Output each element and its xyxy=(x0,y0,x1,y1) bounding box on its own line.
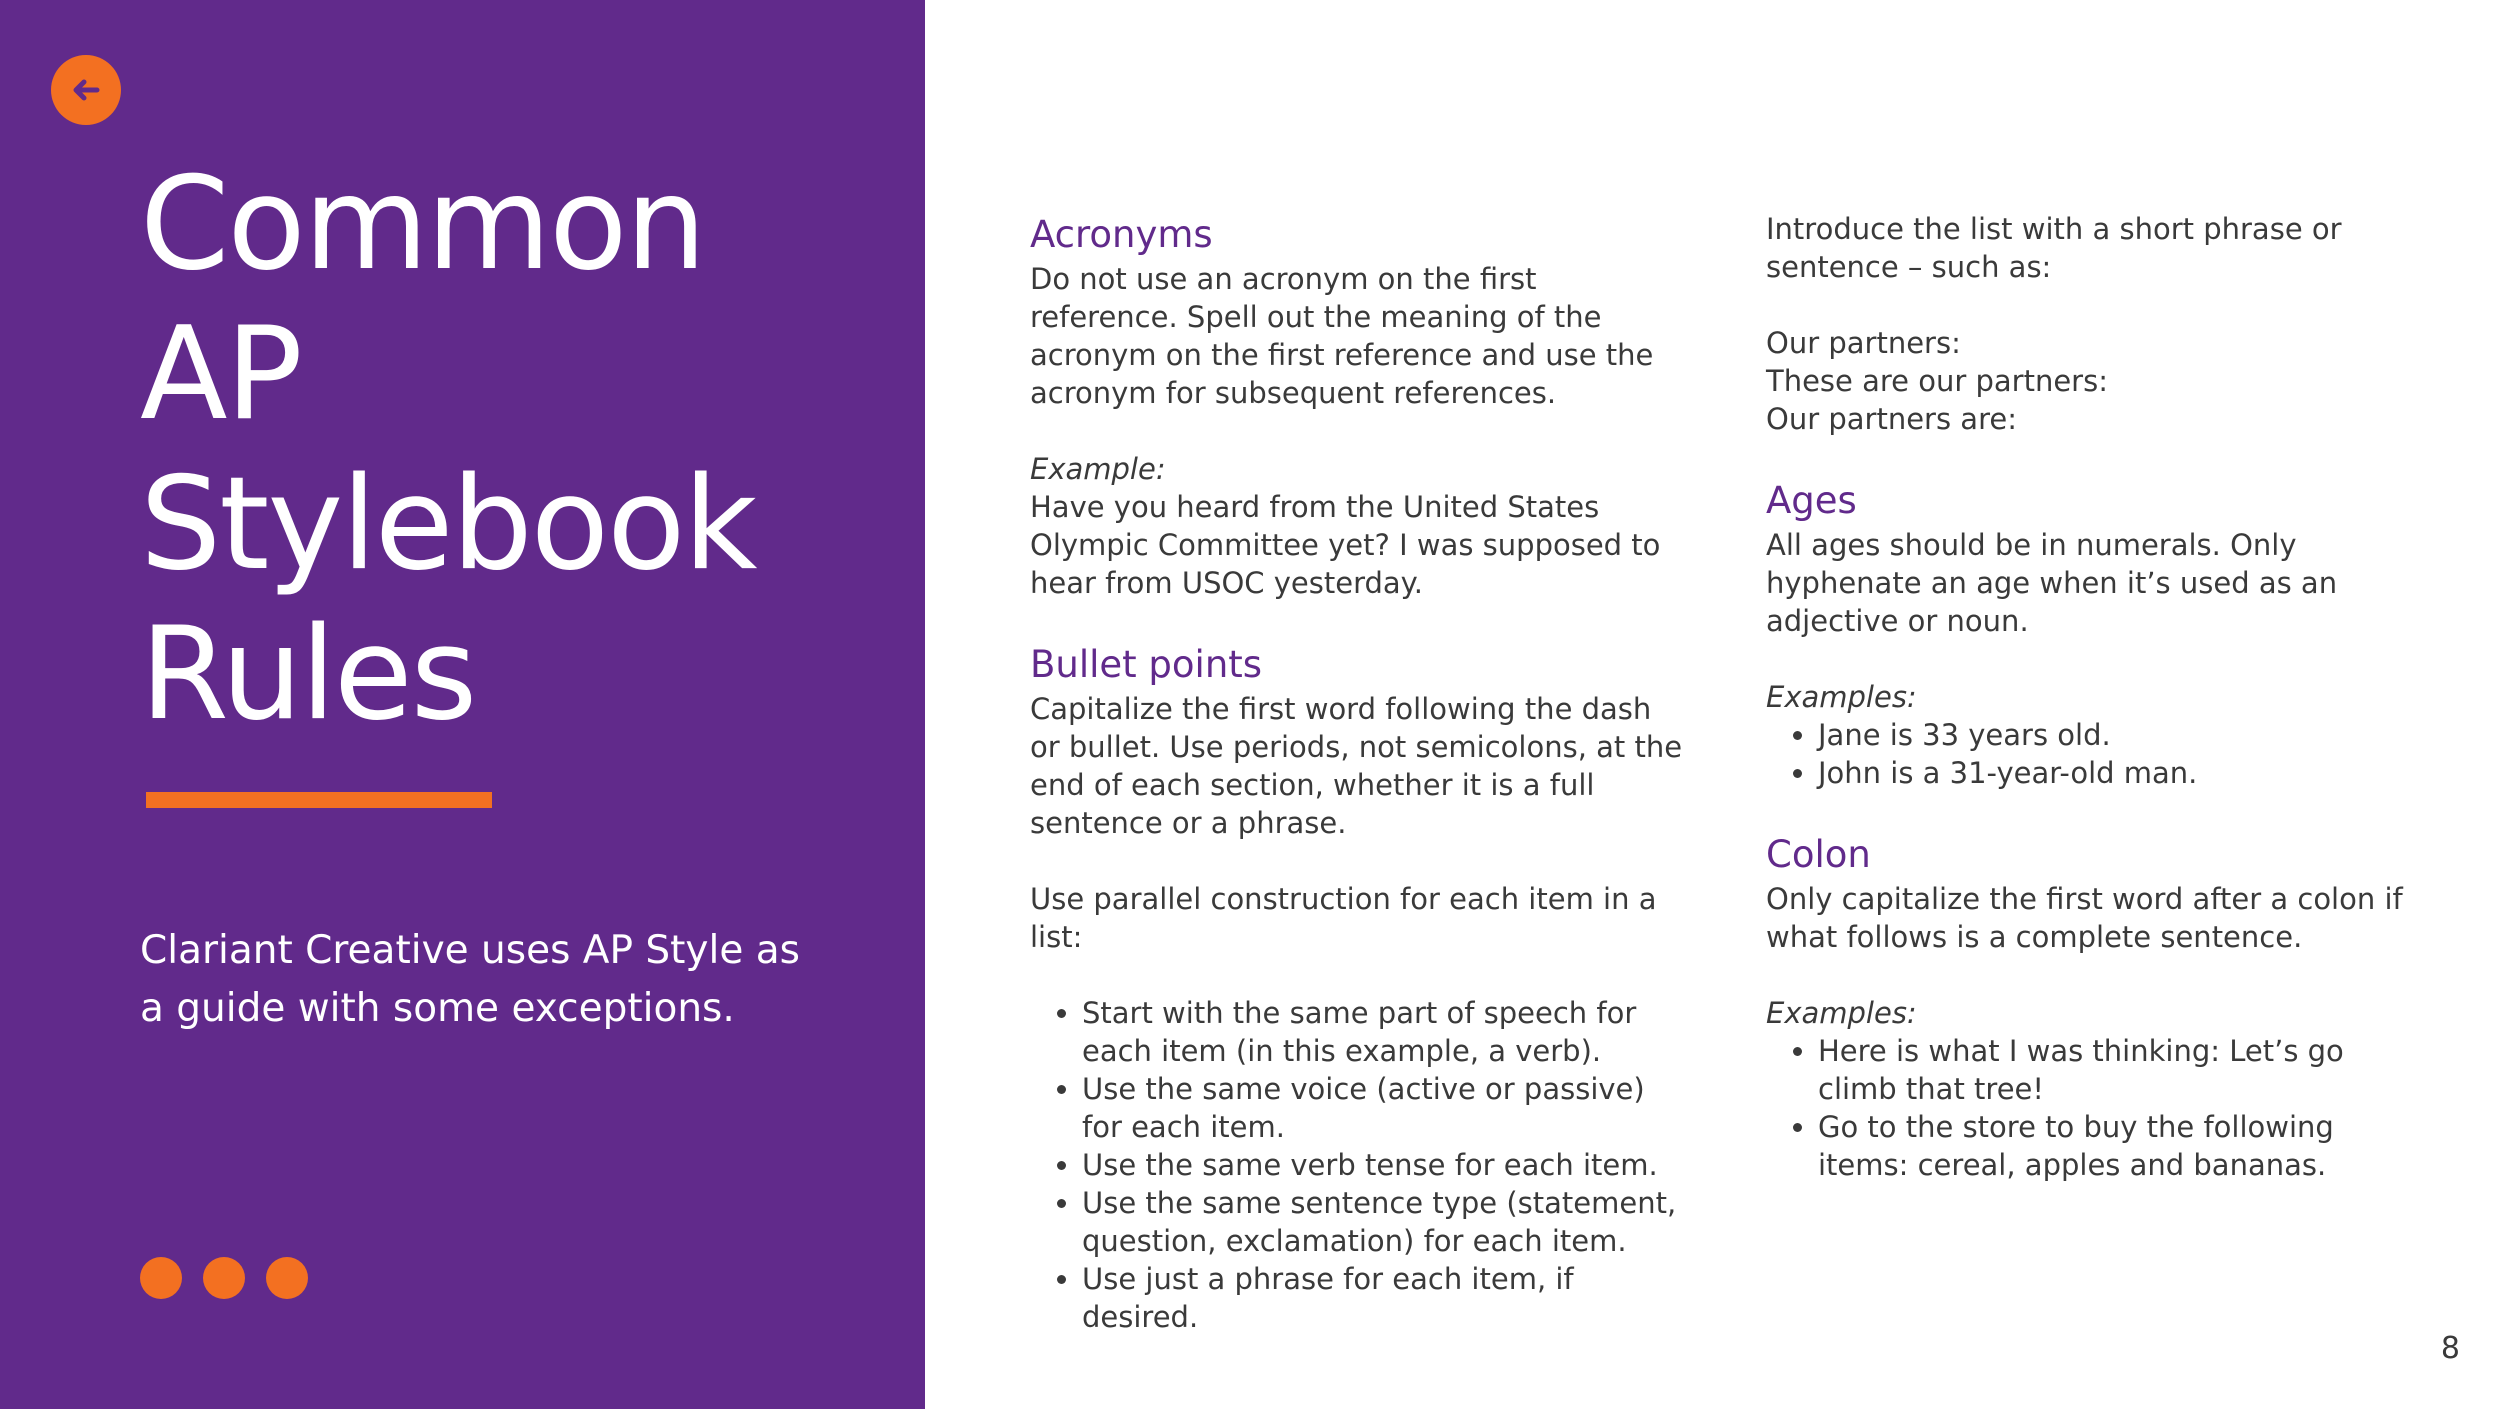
dot-icon xyxy=(203,1257,245,1299)
decorative-dots xyxy=(140,1257,308,1299)
arrow-left-icon xyxy=(66,70,106,110)
colon-heading: Colon xyxy=(1766,833,1871,876)
dot-icon xyxy=(140,1257,182,1299)
list-item: • Use just a phrase for each item, if desired. xyxy=(1082,1260,1690,1336)
partners-example: Our partners are: xyxy=(1766,402,2017,436)
ages-heading: Ages xyxy=(1766,479,1857,522)
content-column-right xyxy=(1766,210,2426,1184)
list-item: • Use the same sentence type (statement, question, exclamation) for each item. xyxy=(1082,1184,1690,1260)
spacer xyxy=(1030,602,1690,640)
spacer xyxy=(1766,640,2426,678)
ages-examples-label: Examples: xyxy=(1766,680,1917,714)
partners-example: Our partners: xyxy=(1766,326,1961,360)
list-item: • Jane is 33 years old. xyxy=(1818,716,2426,754)
spacer xyxy=(1030,842,1690,880)
left-panel xyxy=(0,0,925,1409)
title-line: Rules xyxy=(140,600,476,749)
page-number: 8 xyxy=(2440,1331,2460,1366)
colon-examples-label: Examples: xyxy=(1766,996,1917,1030)
title-line: Common xyxy=(140,150,705,299)
list-intro-text: Introduce the list with a short phrase or sentence – such as: xyxy=(1766,212,2342,284)
list-item: • Start with the same part of speech for each item (in this example, a verb). xyxy=(1082,994,1690,1070)
list-item: • Go to the store to buy the following items: cereal, apples and bananas. xyxy=(1818,1108,2426,1184)
parallel-construction-intro: Use parallel construction for each item in a list: xyxy=(1030,882,1657,954)
ages-body: All ages should be in numerals. Only hyphenate an age when it’s used as an adjective or noun. xyxy=(1766,528,2338,638)
spacer xyxy=(1766,792,2426,830)
list-item: • John is a 31-year-old man. xyxy=(1818,754,2426,792)
title-line: AP xyxy=(140,300,301,449)
spacer xyxy=(1766,438,2426,476)
spacer xyxy=(1030,956,1690,994)
list-item: • Here is what I was thinking: Let’s go climb that tree! xyxy=(1818,1032,2426,1108)
list-item: • Use the same voice (active or passive) for each item. xyxy=(1082,1070,1690,1146)
page-title xyxy=(140,150,860,750)
list-item: • Use the same verb tense for each item. xyxy=(1082,1146,1690,1184)
colon-examples-list xyxy=(1766,1032,2426,1184)
colon-body: Only capitalize the first word after a colon if what follows is a complete sentence. xyxy=(1766,882,2403,954)
dot-icon xyxy=(266,1257,308,1299)
content-column-left xyxy=(1030,210,1690,1336)
parallel-construction-list xyxy=(1030,994,1690,1336)
spacer xyxy=(1766,956,2426,994)
acronyms-heading: Acronyms xyxy=(1030,213,1213,256)
ages-examples-list xyxy=(1766,716,2426,792)
acronyms-example-text: Have you heard from the United States Olympic Committee yet? I was supposed to hear from USOC yesterday. xyxy=(1030,490,1661,600)
acronyms-example-label: Example: xyxy=(1030,452,1166,486)
bullet-points-heading: Bullet points xyxy=(1030,643,1263,686)
tagline: Clariant Creative uses AP Style as a guide with some exceptions. xyxy=(140,928,800,1031)
spacer xyxy=(1030,412,1690,450)
acronyms-body: Do not use an acronym on the first reference. Spell out the meaning of the acronym on the first reference and use the acronym for subsequent references. xyxy=(1030,262,1654,410)
partners-example: These are our partners: xyxy=(1766,364,2108,398)
title-line: Stylebook xyxy=(140,450,756,599)
spacer xyxy=(1766,286,2426,324)
title-underline xyxy=(146,792,492,808)
bullet-points-body: Capitalize the first word following the dash or bullet. Use periods, not semicolons, at the end of each section, whether it is a full sentence or a phrase. xyxy=(1030,692,1683,840)
back-button[interactable] xyxy=(51,55,121,125)
